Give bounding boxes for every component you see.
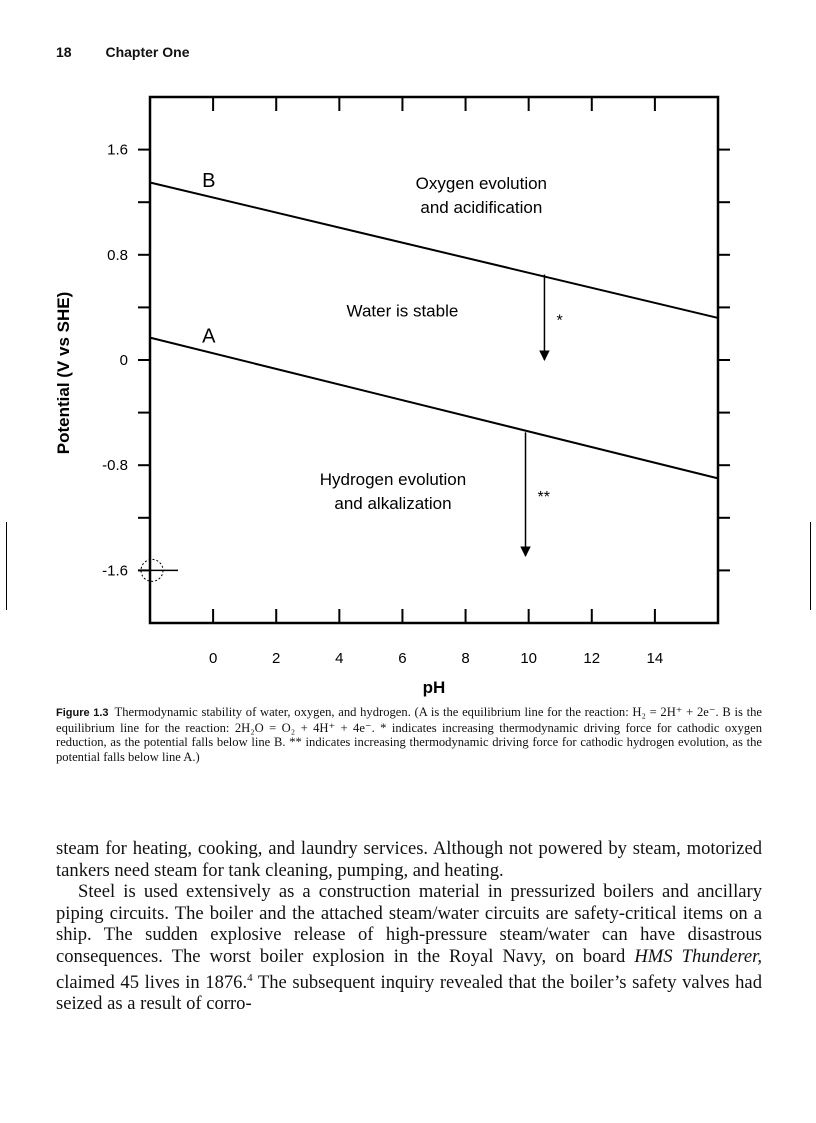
crop-mark-right <box>810 522 811 610</box>
figure-label: Figure 1.3 <box>56 707 109 719</box>
page-number: 18 <box>56 44 72 60</box>
x-tick-label: 14 <box>646 650 664 667</box>
figure-caption <box>56 705 762 764</box>
body-text <box>56 838 762 1015</box>
arrow-label: ** <box>537 489 550 507</box>
chapter-title: Chapter One <box>105 44 190 60</box>
x-tick-label: 0 <box>208 650 218 667</box>
crop-mark-left <box>6 522 7 610</box>
series-label-b: B <box>202 169 216 192</box>
region-label: and acidification <box>420 198 543 218</box>
y-tick-label: 0 <box>119 352 128 369</box>
y-tick-label: -1.6 <box>102 562 128 580</box>
region-label: Oxygen evolution <box>415 174 548 194</box>
potential-ph-chart <box>40 85 740 700</box>
paragraph: Steel is used extensively as a construction material in pressurized boilers and ancillary piping circuits. The boiler and the attached steam/water circuits are safety-critical items on a ship. The sudden explosive release of high-pressure steam/water can have disastrous consequences. The worst boiler explosion in the Royal Navy, on board HMS Thunderer, claimed 45 lives in 1876.$^4$ The subsequent inquiry revealed that the boiler’s safety valves had seized as a result of corro- <box>56 881 763 1015</box>
y-axis-title: Potential (V vs SHE) <box>54 291 73 455</box>
figure-caption-text: Thermodynamic stability of water, oxygen, and hydrogen. (A is the equilibrium line for the reaction: H₂ = 2H⁺ + 2e⁻. B is the equilibrium line for the reaction: 2H₂O = O₂ + 4H⁺ + 4e⁻. * indicates increasing thermodynamic driving force for cathodic oxygen reduction, as the potential falls below line B. ** indicates increasing thermodynamic driving force for cathodic hydrogen evolution, as the potential falls below line A.) <box>56 705 762 764</box>
y-tick-label: 0.8 <box>107 246 128 264</box>
y-tick-label: 1.6 <box>107 141 128 159</box>
paragraph: steam for heating, cooking, and laundry services. Although not powered by steam, motorized tankers need steam for tank cleaning, pumping, and heating. <box>56 838 762 881</box>
x-tick-label: 6 <box>398 650 407 667</box>
region-label: Hydrogen evolution <box>319 469 467 489</box>
region-label: and alkalization <box>334 493 452 513</box>
running-header <box>56 44 189 60</box>
x-axis-title: pH <box>422 678 446 697</box>
series-label-a: A <box>202 325 216 348</box>
ship-name: HMS Thunderer, <box>634 945 763 967</box>
arrow-label: * <box>556 312 563 330</box>
x-tick-label: 2 <box>272 650 281 667</box>
x-tick-label: 12 <box>583 650 601 667</box>
series-line-a <box>150 338 718 479</box>
region-label: Water is stable <box>346 301 459 321</box>
y-tick-label: -0.8 <box>102 457 128 475</box>
x-tick-label: 4 <box>335 650 344 667</box>
x-tick-label: 10 <box>520 650 538 667</box>
footnote-ref: 4 <box>247 971 253 984</box>
x-tick-label: 8 <box>461 650 470 667</box>
